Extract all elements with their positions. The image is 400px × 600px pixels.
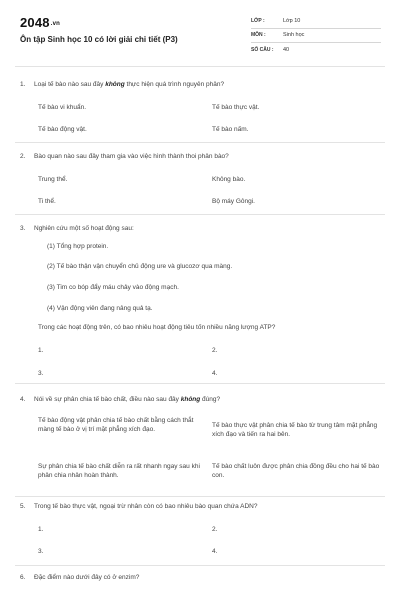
option-d[interactable]: 4. [212, 548, 218, 555]
question-text: Trong tế bào thực vật, ngoại trừ nhân còn có bao nhiêu bào quan chứa ADN? [34, 503, 258, 510]
statement-3: (3) Tim co bóp đẩy máu chảy vào động mạch. [47, 284, 179, 291]
statement-4: (4) Vận động viên đang nâng quả tạ. [47, 305, 153, 312]
option-d[interactable]: Bộ máy Gôngi. [212, 198, 255, 205]
meta-value: Sinh học [283, 32, 305, 39]
question-number: 3. [20, 225, 26, 232]
meta-row-count [251, 43, 381, 58]
question-2 [20, 153, 382, 215]
sub-question-text: Trong các hoạt động trên, có bao nhiêu hoạt động tiêu tốn nhiều năng lượng ATP? [38, 324, 276, 331]
question-3 [20, 225, 382, 385]
option-c[interactable]: Tế bào động vật. [38, 126, 87, 133]
option-a[interactable]: Tế bào động vật phân chia tế bào chất bằng cách thắt màng tế bào ở vị trí mặt phẳng xích đạo. [38, 417, 194, 434]
meta-label: MÔN : [251, 32, 266, 39]
option-a[interactable]: 1. [38, 347, 44, 354]
statement-1: (1) Tổng hợp protein. [47, 243, 109, 250]
option-b[interactable]: 2. [212, 347, 218, 354]
question-number: 5. [20, 503, 26, 510]
divider [15, 66, 385, 67]
meta-row-subject [251, 29, 381, 44]
option-b[interactable]: 2. [212, 526, 218, 533]
option-a[interactable]: Trung thể. [38, 176, 68, 183]
site-logo[interactable]: $2048^{.vn}$ [20, 15, 61, 30]
meta-label: SỐ CÂU : [251, 47, 274, 54]
divider [15, 496, 385, 497]
option-d[interactable]: 4. [212, 370, 218, 377]
question-number: 6. [20, 574, 26, 581]
question-text: Nói về sự phân chia tế bào chất, điều nào sau đây không đúng? [34, 396, 221, 403]
question-5 [20, 503, 382, 563]
question-1 [20, 81, 382, 143]
option-b[interactable]: Tế bào thực vật. [212, 104, 260, 111]
option-c[interactable]: 3. [38, 370, 44, 377]
option-b[interactable]: Không bào. [212, 176, 246, 183]
option-c[interactable]: Sự phân chia tế bào chất diễn ra rất nhanh ngay sau khi phân chia nhân hoàn thành. [38, 463, 200, 480]
meta-label: LỚP : [251, 17, 265, 24]
option-a[interactable]: Tế bào vi khuẩn. [38, 104, 87, 111]
divider [15, 383, 385, 384]
option-d[interactable]: Tế bào nấm. [212, 126, 249, 133]
divider [15, 142, 385, 143]
meta-value: Lớp 10 [283, 17, 301, 24]
question-6 [20, 574, 382, 594]
page-header [0, 0, 400, 66]
option-d[interactable]: Tế bào chất luôn được phân chia đồng đều cho hai tế bào con. [212, 463, 380, 480]
question-number: 4. [20, 396, 26, 403]
question-number: 1. [20, 81, 26, 88]
option-a[interactable]: 1. [38, 526, 44, 533]
question-4 [20, 396, 382, 496]
question-text: Nghiên cứu một số hoạt động sau: [34, 225, 134, 232]
document-title: Ôn tập Sinh học 10 có lời giải chi tiết (P3) [20, 35, 178, 44]
statement-2: (2) Tế bào thận vận chuyển chủ động ure và glucozơ qua màng. [47, 263, 233, 270]
meta-value: 40 [283, 47, 290, 54]
meta-row-grade [251, 14, 381, 29]
option-c[interactable]: 3. [38, 548, 44, 555]
divider [15, 214, 385, 215]
question-text: Bào quan nào sau đây tham gia vào việc hình thành thoi phân bào? [34, 153, 229, 160]
question-text: Loại tế bào nào sau đây không thực hiện quá trình nguyên phân? [34, 81, 225, 88]
meta-info-table [251, 14, 381, 58]
divider [15, 565, 385, 566]
option-b[interactable]: Tế bào thực vật phân chia tế bào từ trung tâm mặt phẳng xích đạo và tiến ra hai bên. [212, 422, 378, 439]
question-text: Đặc điểm nào dưới đây có ở enzim? [34, 574, 140, 581]
option-c[interactable]: Ti thể. [38, 198, 56, 205]
question-number: 2. [20, 153, 26, 160]
